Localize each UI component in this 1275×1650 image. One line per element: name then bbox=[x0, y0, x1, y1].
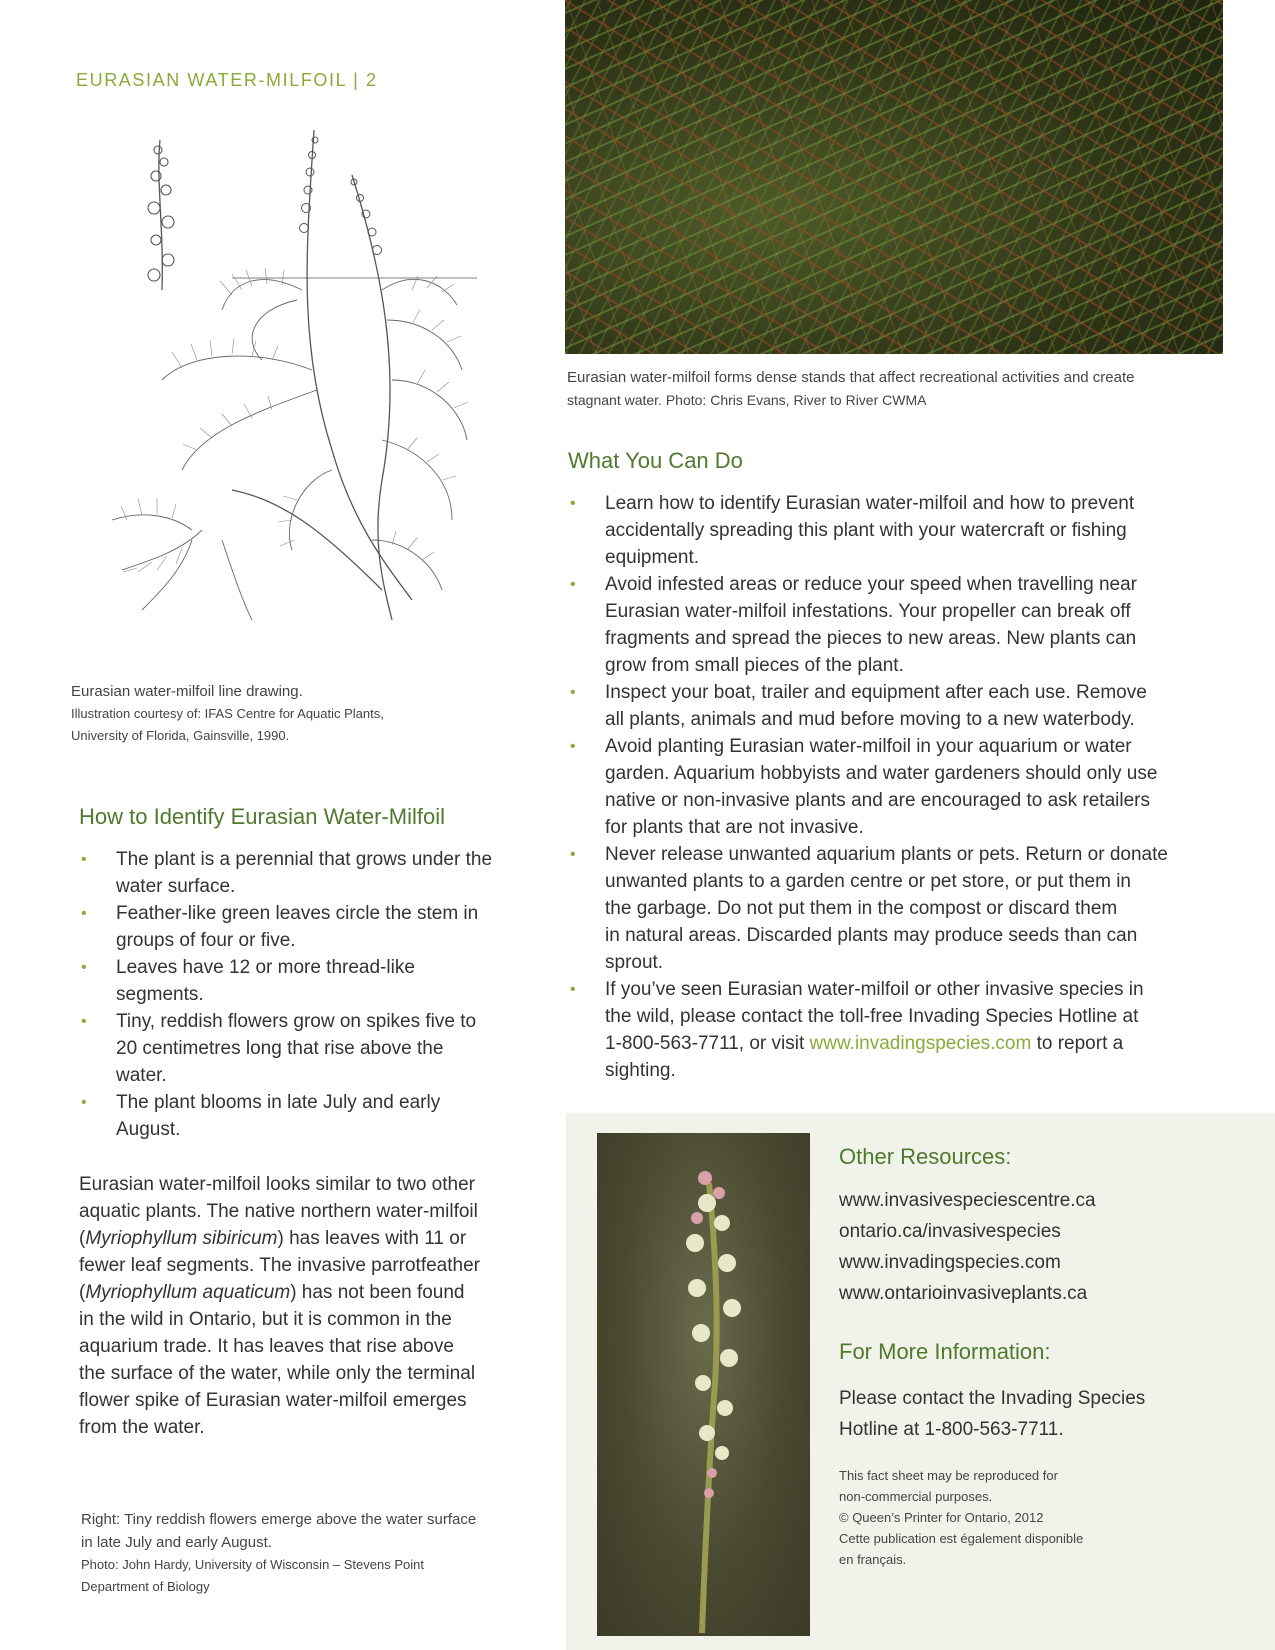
identify-heading: How to Identify Eurasian Water-Milfoil bbox=[79, 804, 445, 829]
list-item: • Never release unwanted aquarium plants or pets. Return or donate unwanted plants to a garden centre or pet store, or put them in the garbage. Do not put them in the compost or discard them in natural areas. Discarded plants may produce seeds than can sprout. bbox=[568, 841, 1218, 976]
bullet-icon: • bbox=[570, 576, 576, 593]
running-head: EURASIAN WATER-MILFOIL | 2 bbox=[76, 70, 378, 90]
resource-link[interactable]: www.ontarioinvasiveplants.ca bbox=[839, 1283, 1088, 1304]
list-item: • The plant blooms in late July and early August. bbox=[79, 1089, 519, 1143]
flower-caption: Right: Tiny reddish flowers emerge above the water surface in late July and early August. Photo: John Hardy, University of Wisconsin – Stevens Point Department of Biology bbox=[81, 1511, 477, 1594]
bullet-icon: • bbox=[570, 981, 576, 998]
what-you-can-do-list bbox=[568, 490, 1218, 1084]
species-name: Myriophyllum aquaticum bbox=[85, 1282, 291, 1303]
invadingspecies-link[interactable]: www.invadingspecies.com bbox=[809, 1033, 1032, 1054]
list-item: • Tiny, reddish flowers grow on spikes five to 20 centimetres long that rise above the water. bbox=[79, 1008, 519, 1089]
reproduction-notice: This fact sheet may be reproduced for non-commercial purposes. © Queen’s Printer for Ontario, 2012 Cette publication est également disponible en français. bbox=[839, 1468, 1084, 1567]
bullet-icon: • bbox=[570, 684, 576, 701]
list-item: • Inspect your boat, trailer and equipment after each use. Remove all plants, animals and mud before moving to a new waterbody. bbox=[568, 679, 1218, 733]
species-name: Myriophyllum sibiricum bbox=[85, 1228, 278, 1249]
bullet-icon: • bbox=[81, 1013, 87, 1030]
resource-link[interactable]: www.invadingspecies.com bbox=[839, 1252, 1061, 1273]
what-you-can-do-heading: What You Can Do bbox=[568, 448, 743, 473]
more-info-heading: For More Information: bbox=[839, 1339, 1051, 1364]
list-item: • Feather-like green leaves circle the stem in groups of four or five. bbox=[79, 900, 519, 954]
list-item: • Leaves have 12 or more thread-like segments. bbox=[79, 954, 519, 1008]
top-photo-caption-line: stagnant water. Photo: Chris Evans, River to River CWMA bbox=[567, 392, 927, 408]
lookalike-paragraph: Eurasian water-milfoil looks similar to two other aquatic plants. The native northern water-milfoil (Myriophyllum sibiricum) has leaves with 11 or fewer leaf segments. The invasive parrotfeather (Myriophyllum aquaticum) has not been found in the wild in Ontario, but it is common in the aquarium trade. It has leaves that rise above the surface of the water, while only the terminal flower spike of Eurasian water-milfoil emerges from the water. bbox=[79, 1174, 480, 1438]
bullet-icon: • bbox=[570, 738, 576, 755]
resource-links bbox=[839, 1185, 1096, 1309]
list-item: • If you’ve seen Eurasian water-milfoil or other invasive species in the wild, please contact the toll-free Invading Species Hotline at 1-800-563-7711, or visit www.invadingspecies.com to report a sighting. bbox=[568, 976, 1218, 1084]
flower-spike-icon bbox=[597, 1133, 810, 1636]
bullet-icon: • bbox=[81, 959, 87, 976]
list-item: • Avoid planting Eurasian water-milfoil in your aquarium or water garden. Aquarium hobbyists and water gardeners should only use native or non-invasive plants and are encouraged to ask retailers for plants that are not invasive. bbox=[568, 733, 1218, 841]
drawing-caption-line: Eurasian water-milfoil line drawing. bbox=[71, 683, 303, 700]
list-item: • Learn how to identify Eurasian water-milfoil and how to prevent accidentally spreading this plant with your watercraft or fishing equipment. bbox=[568, 490, 1218, 571]
other-resources-heading: Other Resources: bbox=[839, 1144, 1012, 1169]
list-item: • Avoid infested areas or reduce your speed when travelling near Eurasian water-milfoil infestations. Your propeller can break off fragments and spread the pieces to new areas. New plants can grow from small pieces of the plant. bbox=[568, 571, 1218, 679]
top-photo-caption bbox=[567, 366, 1227, 411]
more-info-text: Please contact the Invading Species Hotline at 1-800-563-7711. bbox=[839, 1388, 1146, 1440]
bullet-icon: • bbox=[81, 851, 87, 868]
list-item: • The plant is a perennial that grows under the water surface. bbox=[79, 846, 519, 900]
milfoil-line-drawing-icon bbox=[82, 120, 502, 660]
resource-link[interactable]: www.invasivespeciescentre.ca bbox=[839, 1190, 1096, 1211]
bullet-icon: • bbox=[570, 495, 576, 512]
milfoil-stand-photo-icon bbox=[565, 0, 1223, 354]
top-photo-caption-line: Eurasian water-milfoil forms dense stands that affect recreational activities and create bbox=[567, 369, 1135, 386]
bullet-icon: • bbox=[81, 905, 87, 922]
milfoil-flower-spike-photo-icon bbox=[597, 1133, 810, 1636]
bullet-icon: • bbox=[570, 846, 576, 863]
drawing-caption bbox=[71, 680, 491, 747]
identify-list bbox=[79, 846, 519, 1143]
bullet-icon: • bbox=[81, 1094, 87, 1111]
drawing-credit-line: Illustration courtesy of: IFAS Centre for Aquatic Plants, bbox=[71, 706, 384, 721]
drawing-credit-line: University of Florida, Gainsville, 1990. bbox=[71, 728, 290, 743]
resource-link[interactable]: ontario.ca/invasivespecies bbox=[839, 1221, 1061, 1242]
